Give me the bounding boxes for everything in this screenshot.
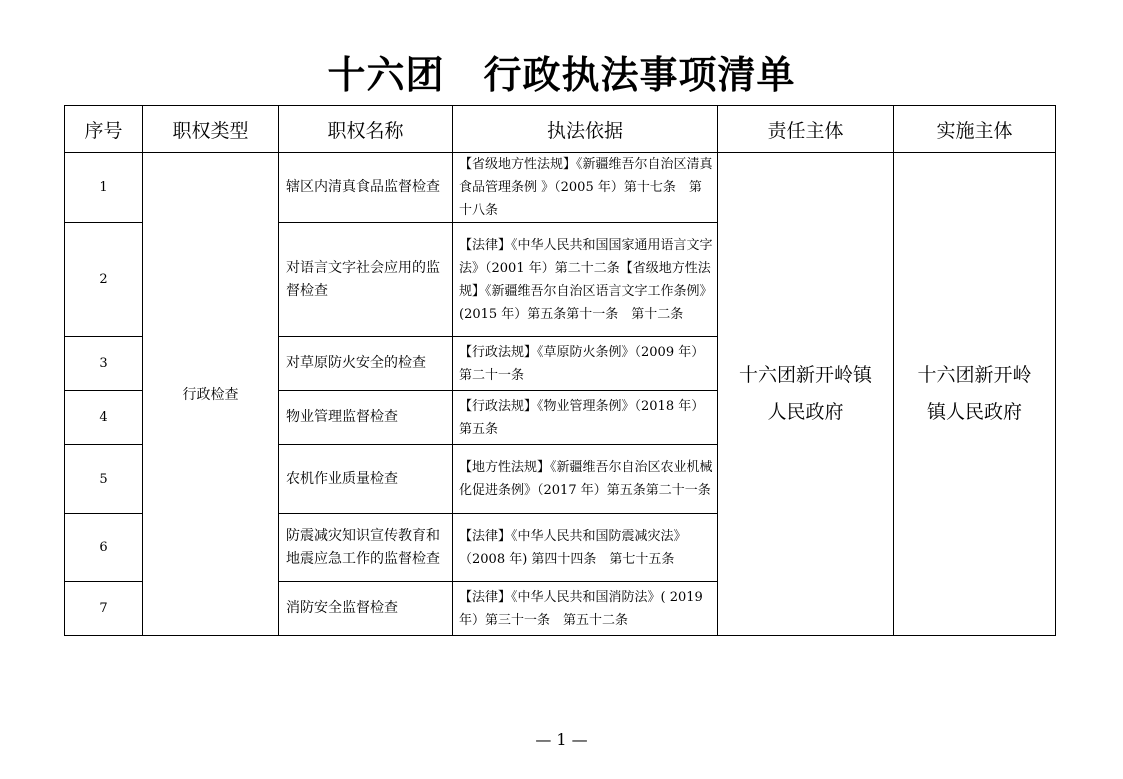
row-seq: 4: [65, 391, 143, 445]
responsible-cell: [718, 153, 894, 636]
row-seq: 1: [65, 153, 143, 223]
row-basis: 【省级地方性法规】《新疆维吾尔自治区清真食品管理条例 》（2005 年）第十七条 第十八条: [453, 153, 718, 223]
row-name: 对语言文字社会应用的监督检查: [279, 223, 453, 337]
row-name: 消防安全监督检查: [279, 582, 453, 636]
enforcement-table: [64, 105, 1056, 636]
row-seq: 6: [65, 514, 143, 582]
row-seq: 7: [65, 582, 143, 636]
responsible-line-2: 人民政府: [767, 401, 844, 423]
header-basis: 执法依据: [453, 106, 718, 153]
row-basis: 【行政法规】《物业管理条例》（2018 年）第五条: [453, 391, 718, 445]
header-name: 职权名称: [279, 106, 453, 153]
row-seq: 2: [65, 223, 143, 337]
header-row: [65, 106, 1056, 153]
row-seq: 5: [65, 445, 143, 514]
row-name: 物业管理监督检查: [279, 391, 453, 445]
document-title: 十六团 行政执法事项清单: [327, 53, 796, 97]
header-seq: 序号: [65, 106, 143, 153]
header-responsible: 责任主体: [718, 106, 894, 153]
implementer-line-1: 十六团新开岭: [917, 364, 1032, 386]
header-type: 职权类型: [143, 106, 279, 153]
implementer-line-2: 镇人民政府: [926, 401, 1022, 423]
row-basis: 【地方性法规】《新疆维吾尔自治区农业机械化促进条例》（2017 年）第五条第二十一条: [453, 445, 718, 514]
row-basis: 【行政法规】《草原防火条例》（2009 年）第二十一条: [453, 337, 718, 391]
row-basis: 【法律】《中华人民共和国防震减灾法》（2008 年) 第四十四条 第七十五条: [453, 514, 718, 582]
implementer-cell: [894, 153, 1056, 636]
row-name: 防震减灾知识宣传教育和地震应急工作的监督检查: [279, 514, 453, 582]
row-basis: 【法律】《中华人民共和国消防法》( 2019 年）第三十一条 第五十二条: [453, 582, 718, 636]
page-number: — 1 —: [535, 730, 588, 749]
row-basis: 【法律】《中华人民共和国国家通用语言文字法》（2001 年）第二十二条【省级地方性法规】《新疆维吾尔自治区语言文字工作条例》(2015 年）第五条第十一条 第十二条: [453, 223, 718, 337]
row-seq: 3: [65, 337, 143, 391]
row-name: 农机作业质量检查: [279, 445, 453, 514]
responsible-line-1: 十六团新开岭镇: [738, 364, 872, 386]
row-name: 辖区内清真食品监督检查: [279, 153, 453, 223]
header-implementer: 实施主体: [894, 106, 1056, 153]
table-row: [65, 153, 1056, 223]
power-type-cell: 行政检查: [143, 153, 279, 636]
row-name: 对草原防火安全的检查: [279, 337, 453, 391]
